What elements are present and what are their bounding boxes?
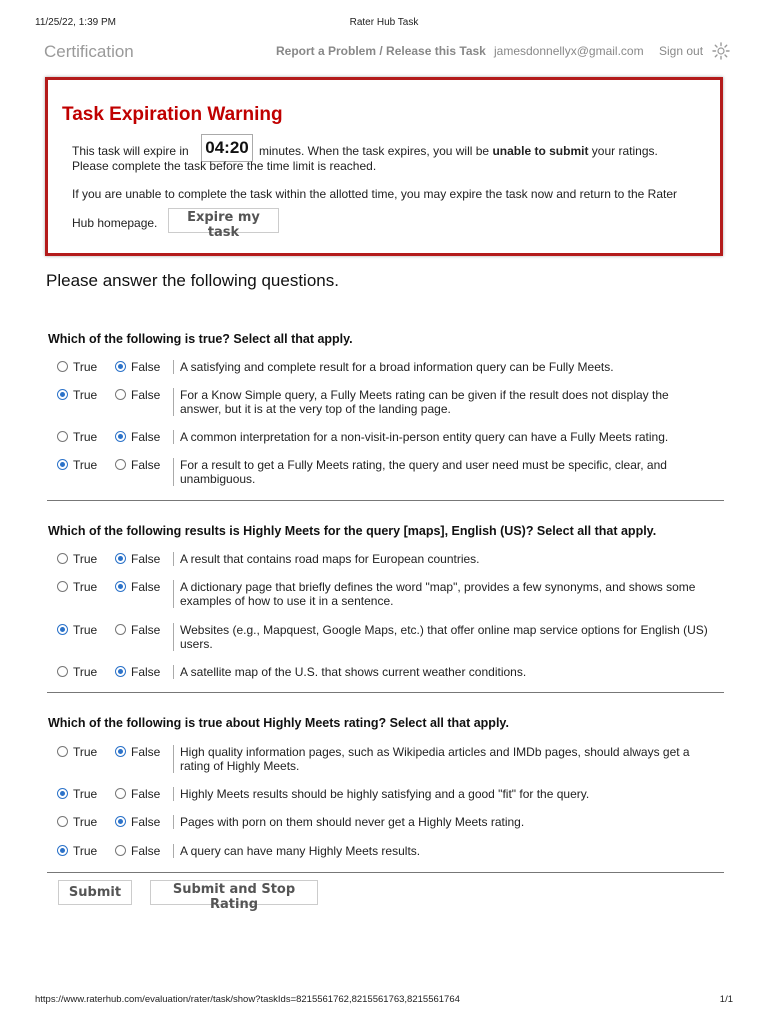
radio-false-label: False: [131, 552, 161, 566]
radio-selected-icon[interactable]: [115, 431, 126, 442]
radio-true[interactable]: [57, 552, 107, 566]
statement-text: A result that contains road maps for European countries.: [173, 552, 710, 566]
radio-true[interactable]: [57, 844, 107, 858]
statement-text: Pages with porn on them should never get a Highly Meets rating.: [173, 815, 710, 829]
radio-false[interactable]: [115, 458, 170, 472]
radio-false-label: False: [131, 623, 161, 637]
question-divider: [47, 692, 724, 693]
warning-line-1-post: your ratings.: [591, 144, 658, 158]
warning-line-1-pre: This task will expire in: [72, 144, 189, 158]
radio-empty-icon[interactable]: [115, 845, 126, 856]
radio-false-label: False: [131, 388, 161, 402]
radio-false-label: False: [131, 580, 161, 594]
radio-false[interactable]: [115, 360, 170, 374]
print-header: [35, 17, 733, 31]
radio-false[interactable]: [115, 665, 170, 679]
radio-selected-icon[interactable]: [115, 816, 126, 827]
radio-false[interactable]: [115, 787, 170, 801]
radio-empty-icon[interactable]: [115, 459, 126, 470]
radio-empty-icon[interactable]: [115, 389, 126, 400]
statement-text: Websites (e.g., Mapquest, Google Maps, etc.) that offer online map service options for English (US) users.: [173, 623, 710, 651]
radio-true[interactable]: [57, 745, 107, 759]
radio-empty-icon[interactable]: [115, 788, 126, 799]
radio-true[interactable]: [57, 815, 107, 829]
radio-true[interactable]: [57, 623, 107, 637]
radio-true-label: True: [73, 844, 98, 858]
brand-title: Certification: [44, 42, 134, 61]
submit-button[interactable]: Submit: [58, 880, 132, 905]
radio-selected-icon[interactable]: [115, 666, 126, 677]
expiration-warning-box: [45, 77, 723, 256]
radio-selected-icon[interactable]: [115, 553, 126, 564]
radio-selected-icon[interactable]: [57, 459, 68, 470]
user-email: jamesdonnellyx@gmail.com: [494, 44, 644, 58]
radio-empty-icon[interactable]: [57, 666, 68, 677]
radio-true-label: True: [73, 552, 98, 566]
radio-empty-icon[interactable]: [115, 624, 126, 635]
radio-true-label: True: [73, 815, 98, 829]
radio-empty-icon[interactable]: [57, 816, 68, 827]
statement-text: A satisfying and complete result for a broad information query can be Fully Meets.: [173, 360, 710, 374]
warning-unable-submit: unable to submit: [492, 144, 589, 158]
radio-true-label: True: [73, 623, 98, 637]
warning-line-2: Please complete the task before the time limit is reached.: [72, 159, 377, 173]
report-problem-link[interactable]: Report a Problem / Release this Task: [276, 44, 486, 58]
print-footer-url: https://www.raterhub.com/evaluation/rater/task/show?taskIds=8215561762,8215561763,8215561764: [35, 994, 460, 1005]
radio-false-label: False: [131, 458, 161, 472]
statement-text: A satellite map of the U.S. that shows current weather conditions.: [173, 665, 710, 679]
radio-true-label: True: [73, 458, 98, 472]
radio-false[interactable]: [115, 430, 170, 444]
print-page-title: Rater Hub Task: [349, 17, 419, 28]
radio-true[interactable]: [57, 388, 107, 402]
statement-text: A common interpretation for a non-visit-in-person entity query can have a Fully Meets rating.: [173, 430, 710, 444]
radio-false[interactable]: [115, 815, 170, 829]
radio-true[interactable]: [57, 787, 107, 801]
radio-false[interactable]: [115, 388, 170, 402]
radio-true-label: True: [73, 388, 98, 402]
radio-true[interactable]: [57, 360, 107, 374]
statement-text: A query can have many Highly Meets results.: [173, 844, 710, 858]
question-text: Which of the following is true about Highly Meets rating? Select all that apply.: [48, 716, 509, 730]
statement-text: Highly Meets results should be highly satisfying and a good "fit" for the query.: [173, 787, 710, 801]
radio-true-label: True: [73, 360, 98, 374]
radio-false-label: False: [131, 787, 161, 801]
warning-line-1-rest: [259, 144, 658, 158]
radio-false[interactable]: [115, 580, 170, 594]
statement-text: For a Know Simple query, a Fully Meets rating can be given if the result does not display the answer, but it is at the very top of the landing page.: [173, 388, 710, 416]
warning-line-3: If you are unable to complete the task within the allotted time, you may expire the task now and return to the Rater: [72, 187, 677, 201]
radio-empty-icon[interactable]: [57, 431, 68, 442]
submit-stop-button[interactable]: Submit and Stop Rating: [150, 880, 318, 905]
radio-false[interactable]: [115, 623, 170, 637]
print-datetime: 11/25/22, 1:39 PM: [35, 17, 116, 28]
statement-text: High quality information pages, such as Wikipedia articles and IMDb pages, should always get a rating of Highly Meets.: [173, 745, 710, 773]
radio-empty-icon[interactable]: [57, 361, 68, 372]
radio-false-label: False: [131, 665, 161, 679]
radio-true[interactable]: [57, 458, 107, 472]
radio-selected-icon[interactable]: [57, 624, 68, 635]
radio-false[interactable]: [115, 552, 170, 566]
gear-icon[interactable]: [712, 42, 730, 60]
statement-text: For a result to get a Fully Meets rating, the query and user need must be specific, clear, and unambiguous.: [173, 458, 710, 486]
actions-divider: [47, 872, 724, 873]
radio-true-label: True: [73, 580, 98, 594]
countdown-timer: 04:20: [201, 134, 253, 162]
radio-false-label: False: [131, 745, 161, 759]
radio-selected-icon[interactable]: [115, 581, 126, 592]
warning-title: Task Expiration Warning: [62, 104, 283, 125]
question-text: Which of the following is true? Select all that apply.: [48, 332, 353, 346]
radio-empty-icon[interactable]: [57, 553, 68, 564]
radio-false-label: False: [131, 815, 161, 829]
radio-false-label: False: [131, 360, 161, 374]
warning-line-1-mid: minutes. When the task expires, you will be: [259, 144, 490, 158]
radio-true-label: True: [73, 430, 98, 444]
radio-empty-icon[interactable]: [57, 581, 68, 592]
radio-false-label: False: [131, 844, 161, 858]
radio-true-label: True: [73, 787, 98, 801]
question-divider: [47, 500, 724, 501]
radio-false-label: False: [131, 430, 161, 444]
radio-selected-icon[interactable]: [57, 389, 68, 400]
top-bar: [44, 42, 733, 62]
radio-selected-icon[interactable]: [57, 788, 68, 799]
radio-true[interactable]: [57, 430, 107, 444]
radio-selected-icon[interactable]: [115, 746, 126, 757]
radio-false[interactable]: [115, 745, 170, 759]
radio-selected-icon[interactable]: [115, 361, 126, 372]
radio-empty-icon[interactable]: [57, 746, 68, 757]
radio-selected-icon[interactable]: [57, 845, 68, 856]
warning-line-4: Hub homepage.: [72, 216, 158, 230]
warning-line-1: [72, 144, 189, 158]
statement-text: A dictionary page that briefly defines the word "map", provides a few synonyms, and shows some examples of how to use it in a sentence.: [173, 580, 710, 608]
instruction-heading: Please answer the following questions.: [46, 271, 339, 290]
sign-out-link[interactable]: Sign out: [659, 44, 704, 58]
expire-task-button[interactable]: Expire my task: [168, 208, 279, 233]
print-footer-page: 1/1: [719, 994, 733, 1005]
radio-true[interactable]: [57, 665, 107, 679]
radio-false[interactable]: [115, 844, 170, 858]
radio-true-label: True: [73, 665, 98, 679]
radio-true[interactable]: [57, 580, 107, 594]
question-text: Which of the following results is Highly Meets for the query [maps], English (US)? Select all that apply.: [48, 524, 657, 538]
radio-true-label: True: [73, 745, 98, 759]
